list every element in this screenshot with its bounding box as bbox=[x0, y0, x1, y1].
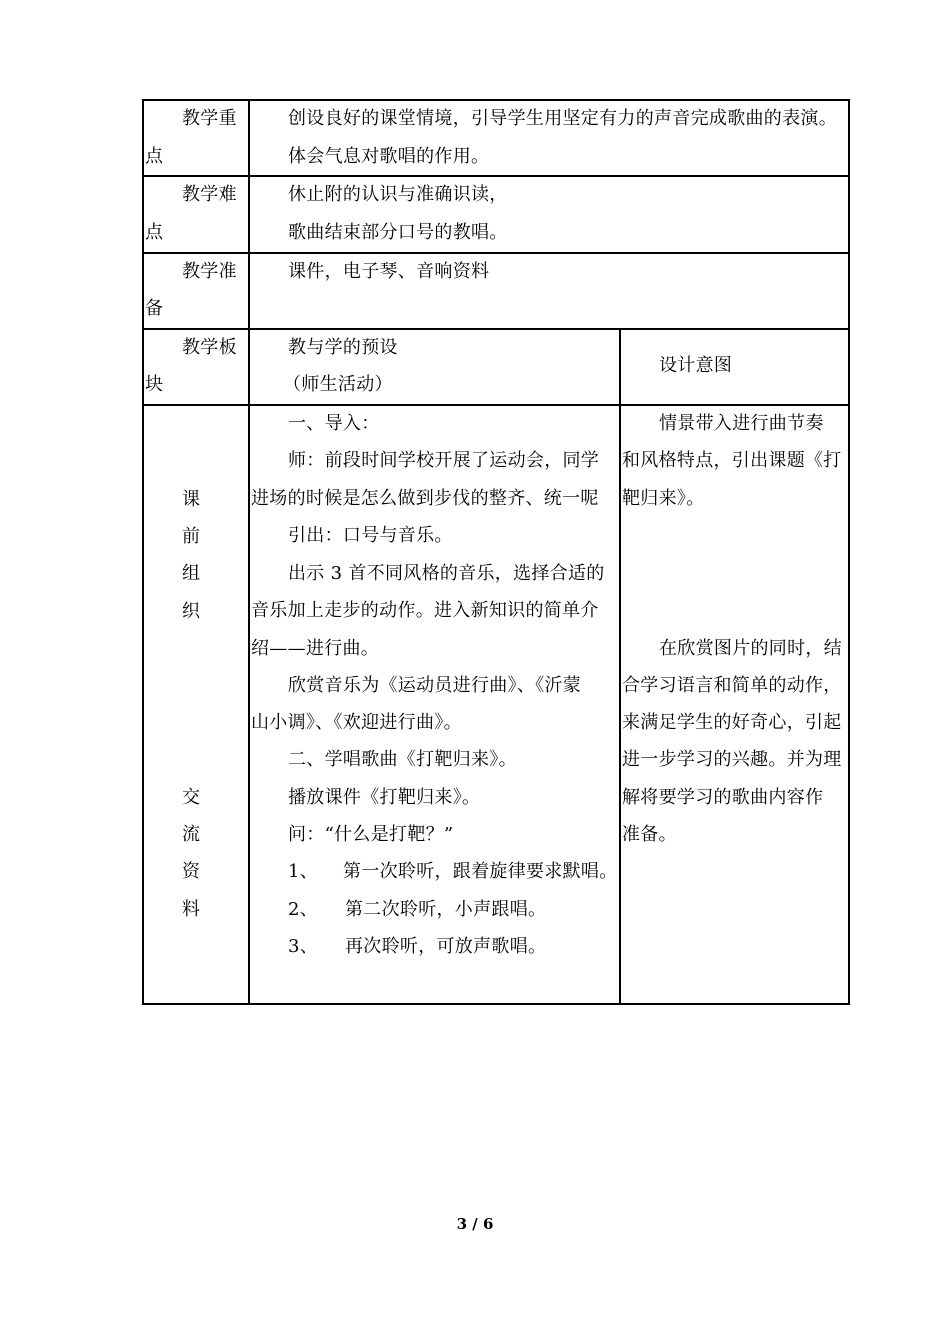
key-points-text: 创设良好的课堂情境，引导学生用坚定有力的声音完成歌曲的表演。 bbox=[288, 108, 837, 129]
section-label-char: 织 bbox=[182, 601, 201, 622]
section-label-char: 前 bbox=[182, 526, 201, 547]
design-line: 情景带入进行曲节奏 bbox=[659, 413, 824, 434]
activity-column-subheader: （师生活动） bbox=[283, 374, 393, 395]
module-label-cont: 块 bbox=[145, 374, 164, 395]
step-number: 2、 bbox=[288, 899, 319, 920]
activity-line: 绍——进行曲。 bbox=[251, 638, 380, 659]
difficulties-text: 歌曲结束部分口号的教唱。 bbox=[288, 222, 508, 243]
page-number: 3 / 6 bbox=[456, 1215, 494, 1233]
design-line: 合学习语言和简单的动作， bbox=[622, 675, 842, 696]
activity-line: 播放课件《打靶归来》。 bbox=[288, 787, 481, 808]
step-text: 再次聆听，可放声歌唱。 bbox=[345, 936, 547, 957]
section-label-char: 资 bbox=[182, 861, 201, 882]
difficulties-text: 休止附的认识与准确识读， bbox=[288, 184, 508, 205]
key-points-label-cont: 点 bbox=[145, 146, 164, 167]
preparation-label-cont: 备 bbox=[145, 298, 164, 319]
activity-line: 欣赏音乐为《运动员进行曲》、《沂蒙 bbox=[288, 675, 582, 696]
activity-line: 音乐加上走步的动作。进入新知识的简单介 bbox=[251, 600, 599, 621]
step-text: 第一次聆听，跟着旋律要求默唱。 bbox=[343, 861, 618, 882]
section-label-char: 交 bbox=[182, 787, 201, 808]
activity-column-header: 教与学的预设 bbox=[288, 337, 398, 358]
key-points-text: 体会气息对歌唱的作用。 bbox=[288, 146, 490, 167]
activity-line: 进场的时候是怎么做到步伐的整齐、统一呢 bbox=[251, 488, 599, 509]
section-label-char: 组 bbox=[182, 563, 201, 584]
design-line: 准备。 bbox=[622, 824, 677, 845]
activity-line: 二、学唱歌曲《打靶归来》。 bbox=[288, 749, 517, 770]
design-line: 来满足学生的好奇心，引起 bbox=[622, 712, 842, 733]
difficulties-label-cont: 点 bbox=[145, 222, 164, 243]
difficulties-label: 教学难 bbox=[182, 184, 237, 205]
column-divider bbox=[619, 328, 621, 1005]
activity-line: 一、导入： bbox=[288, 413, 380, 434]
key-points-label: 教学重 bbox=[182, 108, 237, 129]
section-label-char: 流 bbox=[182, 824, 201, 845]
preparation-label: 教学准 bbox=[182, 261, 237, 282]
design-line: 靶归来》。 bbox=[622, 488, 705, 509]
activity-line: 山小调》、《欢迎进行曲》。 bbox=[251, 712, 462, 733]
step-text: 第二次聆听，小声跟唱。 bbox=[345, 899, 547, 920]
activity-line: 引出：口号与音乐。 bbox=[288, 525, 453, 546]
module-label: 教学板 bbox=[182, 337, 237, 358]
column-divider bbox=[248, 99, 250, 1005]
design-line: 进一步学习的兴趣。并为理 bbox=[622, 749, 842, 770]
section-label-char: 课 bbox=[182, 489, 201, 510]
step-number: 1、 bbox=[288, 861, 319, 882]
activity-line: 问：“什么是打靶？” bbox=[288, 824, 454, 845]
design-column-header: 设计意图 bbox=[659, 355, 733, 376]
section-label-char: 料 bbox=[182, 899, 201, 920]
design-line: 解将要学习的歌曲内容作 bbox=[622, 787, 824, 808]
step-number: 3、 bbox=[288, 936, 319, 957]
design-line: 和风格特点，引出课题《打 bbox=[622, 450, 842, 471]
design-line: 在欣赏图片的同时，结 bbox=[659, 638, 842, 659]
activity-line: 出示 3 首不同风格的音乐，选择合适的 bbox=[288, 563, 605, 584]
preparation-text: 课件，电子琴、音响资料 bbox=[288, 261, 490, 282]
activity-line: 师：前段时间学校开展了运动会，同学 bbox=[288, 450, 600, 471]
